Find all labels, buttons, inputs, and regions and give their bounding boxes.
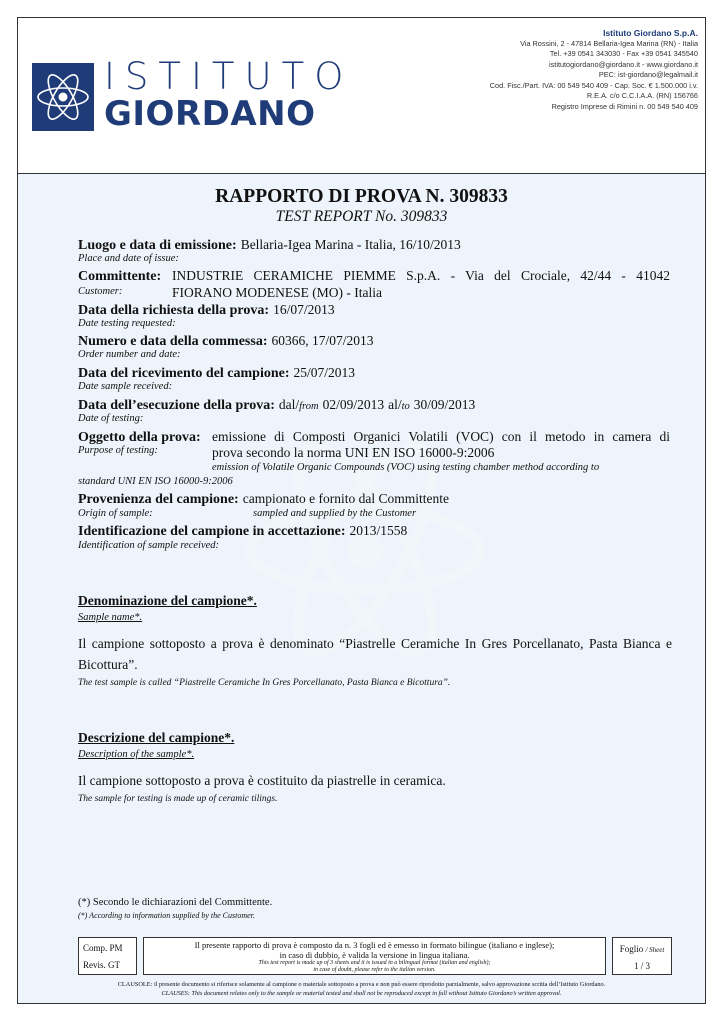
field-label: Data del ricevimento del campione: <box>78 366 290 381</box>
logo-wordmark-istituto: ISTITUTO <box>104 55 354 98</box>
sheet-label: / Sheet <box>645 946 665 954</box>
field-received <box>78 364 355 382</box>
end-date: 30/09/2013 <box>413 397 476 412</box>
field-received-en: Date sample received: <box>78 381 173 392</box>
section-name-text-line2: Bicottura”. <box>78 657 138 672</box>
field-purpose <box>78 428 201 446</box>
section-description-title: Descrizione del campione*. <box>78 730 235 745</box>
footer-notice-box <box>143 937 606 975</box>
to-label: to <box>401 401 410 412</box>
field-label: Provenienza del campione: <box>78 492 239 507</box>
company-vat: Cod. Fisc./Part. IVA: 00 549 540 409 - Cap. Soc. € 1.500.000 i.v. <box>489 80 698 90</box>
logo-wordmark-giordano: GIORDANO <box>104 94 316 134</box>
footer-notice-en-line1: This test report is made up of 3 sheets and it is issued in a bilingual format (italian and english); <box>258 960 491 966</box>
field-label: Committente: <box>78 269 162 284</box>
purpose-value-en-line2: standard UNI EN ISO 16000-9:2006 <box>78 476 233 487</box>
foglio-label: Foglio <box>619 944 644 954</box>
field-request-date-en: Date testing requested: <box>78 318 176 329</box>
field-testing-date-en: Date of testing: <box>78 413 144 424</box>
dal-label: dal/ <box>278 397 300 412</box>
footer-clausole-en: CLAUSES: This document relates only to the sample or material tested and shall not be reproduced except in full without Istituto Giordano’s written approval. <box>161 990 562 997</box>
field-value: Bellaria-Igea Marina - Italia, 16/10/2013 <box>240 237 461 252</box>
atom-watermark-icon <box>235 440 495 665</box>
purpose-value-en-line1: emission of Volatile Organic Compounds (VOC) using testing chamber method according to <box>212 462 600 473</box>
field-customer-en: Customer: <box>78 286 123 297</box>
footer-notice-it-line1: Il presente rapporto di prova è composto da n. 3 fogli ed è emesso in formato bilingue (italiano e inglese); <box>194 940 555 950</box>
company-name: Istituto Giordano S.p.A. <box>603 28 698 38</box>
field-label: Identificazione del campione in accettazione: <box>78 524 346 539</box>
company-rea: R.E.A. c/o C.C.I.A.A. (RN) 156766 <box>586 91 698 100</box>
footer-comp: Comp. PM <box>83 943 123 953</box>
footer-notice-it-line2: in caso di dubbio, è valida la versione in lingua italiana. <box>279 950 470 960</box>
field-order <box>78 332 374 350</box>
atom-logo-icon <box>32 63 94 131</box>
section-name-title: Denominazione del campione*. <box>78 593 257 608</box>
field-identification-en: Identification of sample received: <box>78 540 220 551</box>
start-date: 02/09/2013 <box>322 397 385 412</box>
customer-value-line2: FIORANO MODENESE (MO) - Italia <box>172 285 382 300</box>
section-name-text-en: The test sample is called “Piastrelle Ceramiche In Gres Porcellanato, Pasta Bianca e Bicottura”. <box>78 678 451 688</box>
from-label: from <box>299 401 319 412</box>
field-value: 60366, 17/07/2013 <box>271 333 374 348</box>
field-origin-en: Origin of sample: <box>78 508 153 519</box>
company-phone: Tel. +39 0541 343030 - Fax +39 0541 345540 <box>549 49 698 58</box>
footer-clausole-it: CLAUSOLE: il presente documento si riferisce solamente al campione o materiale sottoposto a prova e non può essere riprodotto parzialmente, salvo approvazione scritta dell’Istituto Giordano. <box>117 981 606 988</box>
footer-page-number: 1 / 3 <box>633 961 650 971</box>
company-pec: PEC: ist-giordano@legalmail.it <box>598 70 698 79</box>
purpose-value-line1: emissione di Composti Organici Volatili (VOC) con il metodo in camera di <box>212 429 670 444</box>
field-order-en: Order number and date: <box>78 349 181 360</box>
customer-value-line1: INDUSTRIE CERAMICHE PIEMME S.p.A. - Via del Crociale, 42/44 - 41042 <box>172 268 670 283</box>
field-origin <box>78 490 449 508</box>
field-testing-date <box>78 396 475 414</box>
field-value: 25/07/2013 <box>293 365 356 380</box>
field-label: Data dell’esecuzione della prova: <box>78 398 275 413</box>
section-name-title-en: Sample name*. <box>78 612 143 623</box>
report-subtitle: TEST REPORT No. 309833 <box>275 208 448 225</box>
field-label: Numero e data della commessa: <box>78 334 268 349</box>
section-name-text-line1: Il campione sottoposto a prova è denominato “Piastrelle Ceramiche In Gres Porcellanato, Pasta Bianca e <box>78 636 672 651</box>
footer-sheet-box <box>612 937 672 975</box>
field-request-date <box>78 301 335 319</box>
company-registry: Registro Imprese di Rimini n. 00 549 540 409 <box>551 101 698 111</box>
footer-revis: Revis. GT <box>83 960 120 970</box>
field-value: 16/07/2013 <box>273 302 335 317</box>
origin-value-en: sampled and supplied by the Customer <box>253 508 417 519</box>
field-purpose-en: Purpose of testing: <box>78 445 158 456</box>
section-description-text: Il campione sottoposto a prova è costituito da piastrelle in ceramica. <box>78 773 446 788</box>
company-address: Via Rossini, 2 - 47814 Bellaria-Igea Marina (RN) - Italia <box>520 38 698 48</box>
field-value: 2013/1558 <box>349 523 408 538</box>
field-place <box>78 236 461 254</box>
section-description-text-en: The sample for testing is made up of ceramic tilings. <box>78 794 278 804</box>
footer-sheet-label <box>613 944 671 954</box>
purpose-value-line2: prova secondo la norma UNI EN ISO 16000-9:2006 <box>212 445 495 460</box>
al-label: al/ <box>388 397 402 412</box>
field-customer <box>78 267 161 285</box>
footer-comp-box <box>78 937 137 975</box>
field-label: Oggetto della prova: <box>78 430 201 445</box>
report-title: RAPPORTO DI PROVA N. 309833 <box>215 186 508 207</box>
footer-notice-en-line2: in case of doubt, please refer to the italian version. <box>313 967 436 973</box>
footnote-it: (*) Secondo le dichiarazioni del Committente. <box>78 897 273 908</box>
company-email: istitutogiordano@giordano.it - www.giordano.it <box>549 59 698 69</box>
field-place-en: Place and date of issue: <box>78 253 179 264</box>
footnote-en: (*) According to information supplied by the Customer. <box>78 911 255 920</box>
company-info <box>490 28 698 112</box>
field-identification <box>78 522 407 540</box>
field-value: campionato e fornito dal Committente <box>242 491 449 506</box>
field-label: Data della richiesta della prova: <box>78 303 270 318</box>
field-label: Luogo e data di emissione: <box>78 238 237 253</box>
section-description-title-en: Description of the sample*. <box>78 749 195 760</box>
